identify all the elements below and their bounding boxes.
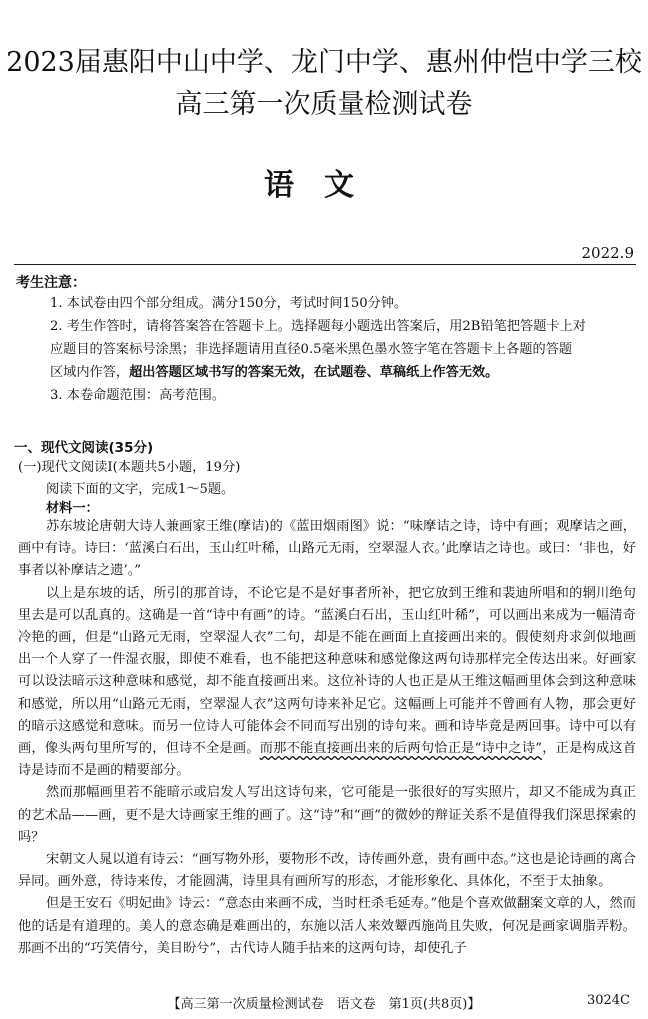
footer-code: 3024C <box>586 993 630 1008</box>
section-heading: 一、现代文阅读(35分) <box>14 440 154 456</box>
passage-paragraph-2 <box>18 583 636 783</box>
notice-item-2-bold-warning: 超出答题区域书写的答案无效，在试题卷、草稿纸上作答无效。 <box>129 365 499 380</box>
notice-item-2-line3 <box>50 362 638 384</box>
notice-item-3: 3. 本卷命题范围：高考范围。 <box>50 388 226 403</box>
subsection-heading: (一)现代文阅读Ⅰ(本题共5小题，19分) <box>18 460 241 475</box>
exam-title-line2: 高三第一次质量检测试卷 <box>175 89 473 120</box>
wavy-underlined-sentence: 而那不能直接画出来的后两句恰正是“诗中之诗” <box>259 741 543 757</box>
reading-instruction: 阅读下面的文字，完成1～5题。 <box>46 482 235 497</box>
notice-heading: 考生注意： <box>16 275 86 291</box>
passage-paragraph-3: 然而那幅画里若不能暗示或启发人写出这诗句来，它可能是一张很好的写实照片，却又不能成为真正的艺术品——画，更不是大诗画家王维的画了。这“诗”和“画”的微妙的辩证关系不是值得我们深思探索的吗？ <box>18 785 636 845</box>
paragraph-2-tail: ，正是构成这首诗是诗而不是画的精要部分。 <box>18 741 637 779</box>
passage-body <box>18 516 636 960</box>
footer-page-info: 【高三第一次质量检测试卷 语文卷 第1页(共8页)】 <box>167 997 481 1012</box>
exam-date: 2022.9 <box>581 244 634 262</box>
material-label: 材料一： <box>46 501 99 516</box>
passage-paragraph-4: 宋朝文人晁以道有诗云：“画写物外形，要物形不改，诗传画外意，贵有画中态。”这也是论诗画的离合异同。画外意，待诗来传，才能圆满，诗里具有画所写的形态，才能形象化、具体化，不至于太抽象。 <box>18 852 636 890</box>
passage-paragraph-1: 苏东坡论唐朝大诗人兼画家王维(摩诘)的《蓝田烟雨图》说：“味摩诘之诗，诗中有画；观摩诘之画，画中有诗。诗曰：‘蓝溪白石出，玉山红叶稀，山路元无雨，空翠湿人衣。’此摩诘之诗也。或曰：‘非也，好事者以补摩诘之遗’。” <box>18 519 636 579</box>
exam-title-line1: 2023届惠阳中山中学、龙门中学、惠州仲恺中学三校 <box>6 47 642 78</box>
passage-paragraph-5: 但是王安石《明妃曲》诗云：“意态由来画不成，当时枉杀毛延寿。”他是个喜欢做翻案文章的人，然而他的话是有道理的。美人的意态确是难画出的，东施以活人来效颦西施尚且失败，何况是画家调脂弄粉。那画不出的“巧笑倩兮，美目盼兮”，古代诗人随手拈来的这两句诗，却使孔子 <box>18 896 636 956</box>
subject-title: 语文 <box>264 168 384 203</box>
notice-item-2-line2: 应题目的答案标号涂黑；非选择题请用直径0.5毫米黑色墨水签字笔在答题卡上各题的答题 <box>50 342 573 357</box>
notice-item-1: 1. 本试卷由四个部分组成。满分150分，考试时间150分钟。 <box>50 296 408 311</box>
notice-item-2-line1: 2. 考生作答时，请将答案答在答题卡上。选择题每小题选出答案后，用2B铅笔把答题卡上对 <box>50 319 586 334</box>
notice-item-2-plain: 区域内作答， <box>50 365 130 380</box>
paragraph-2-text: 以上是东坡的话，所引的那首诗，不论它是不是好事者所补，把它放到王维和裴迪所唱和的辋川绝句里去是可以乱真的。这确是一首“诗中有画”的诗。“蓝溪白石出，玉山红叶稀”，可以画出来成为一幅清奇冷艳的画，但是“山路元无雨，空翠湿人衣”二句，却是不能在画面上直接画出来的。假使刻舟求剑似地画出一个人穿了一件湿衣服，即使不难看，也不能把这种意味和感觉像这两句诗那样完全传达出来。好画家可以设法暗示这种意味和感觉，却不能直接画出来。这位补诗的人也正是从王维这幅画里体会到这种意味和感觉，所以用“山路元无雨，空翠湿人衣”这两句诗来补足它。这幅画上可能并不曾画有人物，那会更好的暗示这感觉和意味。而另一位诗人可能体会不同而写出别的诗句来。画和诗毕竟是两回事。诗中可以有画，像头两句里所写的，但诗不全是画。 <box>18 585 636 757</box>
header-divider <box>14 264 636 265</box>
